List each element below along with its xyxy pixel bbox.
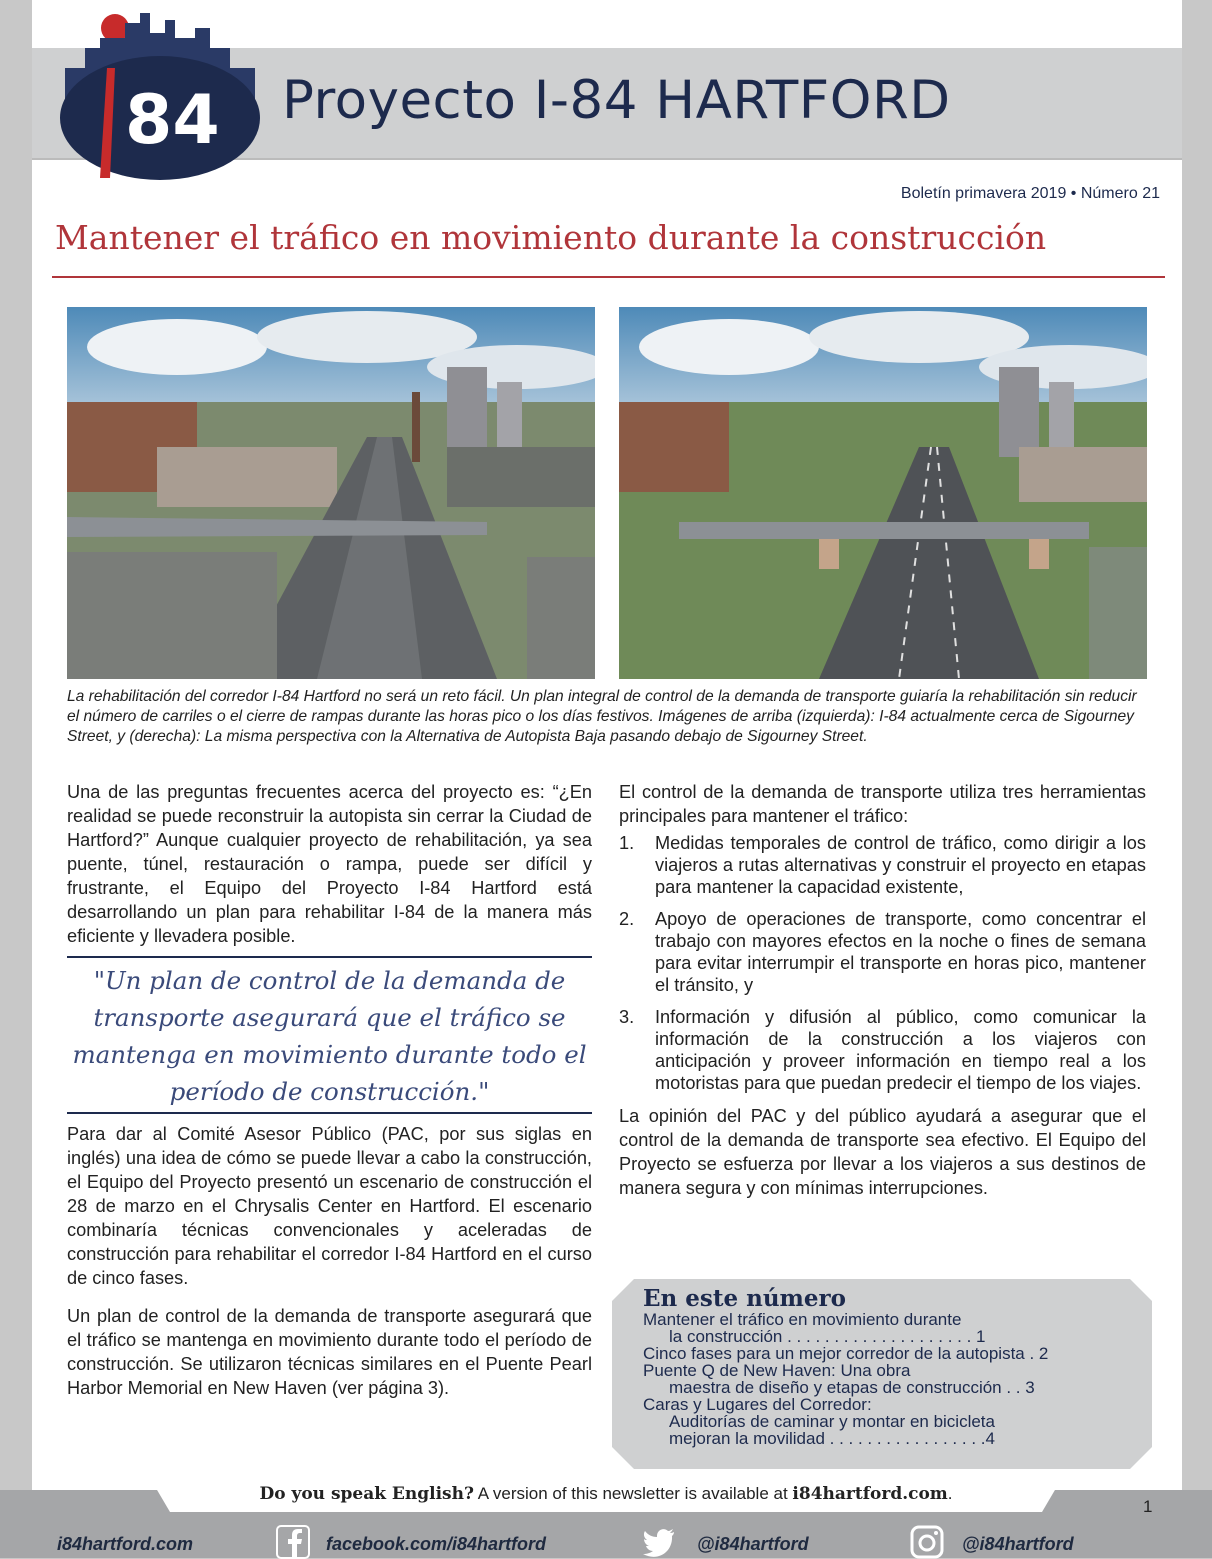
- closing-paragraph: La opinión del PAC y del público ayudará a asegurar que el control de la demanda de transporte sea efectivo. El Equipo del Proyecto se esfuerza por llevar a los viajeros a sus destinos de manera segura y con mínimas interrupciones.: [619, 1106, 1146, 1198]
- page-title: Proyecto I-84 HARTFORD: [282, 70, 951, 131]
- toc-entry[interactable]: mejoran la movilidad . . . . . . . . . . . . . . . . .4: [669, 1429, 995, 1448]
- tools-list: [619, 832, 1146, 1094]
- toc-title: En este número: [643, 1285, 846, 1312]
- english-note: Do you speak English? A version of this newsletter is available at i84hartford.com.: [259, 1484, 953, 1504]
- list-item: 1. Medidas temporales de control de tráfico, como dirigir a los viajeros a rutas alternativas y construir el proyecto en etapas para mantener la capacidad existente,: [619, 833, 1146, 897]
- issue-line: Boletín primavera 2019 • Número 21: [900, 185, 1160, 202]
- toc-entry[interactable]: maestra de diseño y etapas de construcción . . 3: [669, 1378, 1035, 1397]
- toc-entry[interactable]: Cinco fases para un mejor corredor de la autopista . 2: [643, 1344, 1049, 1363]
- page-number: 1: [1143, 1497, 1153, 1516]
- right-column: [619, 780, 1146, 1200]
- pull-quote-text: "Un plan de control de la demanda de transporte asegurará que el tráfico se mantenga en movimiento durante todo el período de construcción.": [72, 966, 587, 1106]
- pull-quote: [67, 956, 592, 1114]
- toc-entry[interactable]: Auditorías de caminar y montar en bicicleta: [669, 1412, 995, 1431]
- pac-paragraph: Para dar al Comité Asesor Público (PAC, por sus siglas en inglés) una idea de cómo se puede llevar a cabo la construcción, el Equipo del Proyecto presentó un escenario de construcción el 28 de marzo en el Chrysalis Center en Hartford. El escenario combinaría técnicas convencionales y aceleradas de construcción para rehabilitar el corredor I-84 Hartford en el curso de cinco fases.: [67, 1124, 592, 1288]
- twitter-icon: [642, 1525, 676, 1559]
- tools-intro: El control de la demanda de transporte utiliza tres herramientas principales para mantener el tráfico:: [619, 782, 1146, 826]
- list-item: 3. Información y difusión al público, como comunicar la información de la construcción a los viajeros con anticipación y proveer información en tiempo real a los motoristas para que puedan predecir el tiempo de los viajes.: [619, 1007, 1146, 1093]
- toc-entry[interactable]: Caras y Lugares del Corredor:: [643, 1395, 872, 1414]
- twitter-link[interactable]: @i84hartford: [697, 1534, 809, 1554]
- toc-entry[interactable]: Puente Q de New Haven: Una obra: [643, 1361, 911, 1380]
- facebook-icon: [276, 1525, 310, 1559]
- list-item: 2. Apoyo de operaciones de transporte, como concentrar el trabajo con mayores efectos en la noche o fines de semana para evitar interrumpir el transporte en horas pico, mantener el tránsito, y: [619, 909, 1146, 995]
- website-link[interactable]: i84hartford.com: [57, 1534, 194, 1554]
- english-link[interactable]: i84hartford.com: [792, 1484, 948, 1504]
- logo-text: 84: [125, 81, 220, 160]
- intro-paragraph: Una de las preguntas frecuentes acerca del proyecto es: “¿En realidad se puede reconstruir la autopista sin cerrar la Ciudad de Hartford?” Aunque cualquier proyecto de rehabilitación, ya sea puente, túnel, restauración o rampa, puede ser difícil y frustrante, el Equipo del Proyecto I-84 Hartford está desarrollando un plan para rehabilitar I-84 de la manera más eficiente y llevadera posible.: [67, 782, 592, 946]
- toc-entry[interactable]: Mantener el tráfico en movimiento durante: [643, 1310, 962, 1329]
- instagram-icon: [910, 1525, 944, 1559]
- photo-current-i84: [67, 307, 595, 679]
- left-column: [67, 780, 592, 1400]
- photo-caption: La rehabilitación del corredor I-84 Hartford no será un reto fácil. Un plan integral de control de la demanda de transporte guiaría la rehabilitación sin reducir el número de carriles o el cierre de rampas durante las horas pico o los días festivos. Imágenes de arriba (izquierda): I-84 actualmente cerca de Sigourney Street, y (derecha): La misma perspectiva con la Alternativa de Autopista Baja pasando debajo de Sigourney Street.: [67, 688, 1137, 745]
- facebook-link[interactable]: facebook.com/i84hartford: [326, 1534, 547, 1554]
- toc-entry[interactable]: la construcción . . . . . . . . . . . . . . . . . . . . 1: [669, 1327, 986, 1346]
- headline-rule: [52, 276, 1165, 278]
- i84-logo: [55, 8, 265, 183]
- photo-lowered-highway-alternative: [619, 307, 1147, 679]
- headline: Mantener el tráfico en movimiento durante la construcción: [55, 218, 1047, 257]
- instagram-link[interactable]: @i84hartford: [962, 1534, 1074, 1554]
- plan-paragraph: Un plan de control de la demanda de transporte asegurará que el tráfico se mantenga en movimiento durante todo el período de construcción. Se utilizaron técnicas similares en el Puente Pearl Harbor Memorial en New Haven (ver página 3).: [67, 1306, 592, 1398]
